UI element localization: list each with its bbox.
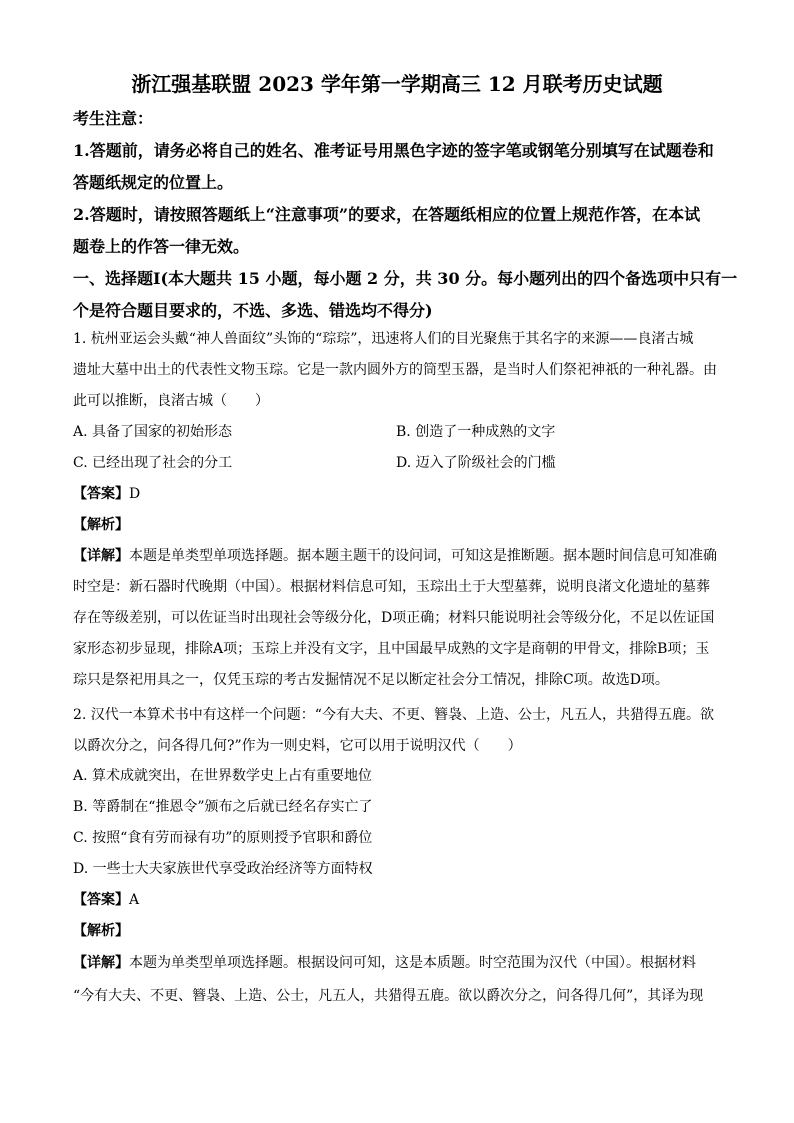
q1-detail-line-3: 存在等级差别，可以佐证当时出现社会等级分化，D项正确；材料只能说明社会等级分化，不足以佐证国 bbox=[73, 610, 715, 626]
notice-item-1-line-2: 答题纸规定的位置上。 bbox=[73, 173, 234, 192]
q1-option-c: C. 已经出现了社会的分工 bbox=[73, 455, 233, 471]
q1-detail-text-1: 本题是单类型单项选择题。据本题主题干的设问词，可知这是推断题。据本题时间信息可知准确 bbox=[129, 548, 717, 564]
q2-answer-label: 【答案】 bbox=[73, 892, 129, 908]
q1-detail-line-1 bbox=[73, 545, 717, 565]
q2-detail-text-1: 本题为单类型单项选择题。根据设问可知，这是本质题。时空范围为汉代（中国）。根据材料 bbox=[129, 955, 696, 971]
q2-answer bbox=[73, 889, 139, 909]
q1-answer bbox=[73, 483, 140, 503]
notice-item-1-line-1: 1.答题前，请务必将自己的姓名、准考证号用黑色字迹的签字笔或钢笔分别填写在试题卷和 bbox=[73, 141, 714, 160]
q2-detail-line-2: “今有大夫、不更、簪袅、上造、公士，凡五人，共猎得五鹿。欲以爵次分之，问各得几何”，其译为现 bbox=[73, 988, 704, 1004]
q2-stem-line-1: 2. 汉代一本算术书中有这样一个问题：“今有大夫、不更、簪袅、上造、公士，凡五人，共猎得五鹿。欲 bbox=[73, 707, 714, 723]
page-title: 浙江强基联盟 2023 学年第一学期高三 12 月联考历史试题 bbox=[131, 72, 663, 96]
q2-option-d: D. 一些士大夫家族世代享受政治经济等方面特权 bbox=[73, 861, 373, 877]
notice-item-2-line-2: 题卷上的作答一律无效。 bbox=[73, 237, 250, 256]
q2-detail-label: 【详解】 bbox=[73, 955, 129, 971]
q1-detail-line-2: 时空是：新石器时代晚期（中国）。根据材料信息可知，玉琮出土于大型墓葬，说明良渚文化遗址的墓葬 bbox=[73, 579, 710, 595]
q2-analysis-label: 【解析】 bbox=[73, 923, 129, 939]
q2-option-b: B. 等爵制在“推恩令”颁布之后就已经名存实亡了 bbox=[73, 799, 373, 815]
q1-option-b: B. 创造了一种成熟的文字 bbox=[396, 424, 556, 440]
q2-answer-value: A bbox=[129, 892, 140, 908]
q1-answer-value: D bbox=[129, 486, 141, 502]
notice-heading: 考生注意： bbox=[73, 109, 154, 128]
q1-stem-line-2: 遗址大墓中出土的代表性文物玉琮。它是一款内圆外方的筒型玉器，是当时人们祭祀神祇的一种礼器。由 bbox=[73, 362, 717, 378]
section-heading-line-2: 个是符合题目要求的，不选、多选、错选均不得分) bbox=[73, 301, 433, 320]
q1-detail-line-5: 琮只是祭祀用具之一，仅凭玉琮的考古发掘情况不足以断定社会分工情况，排除C项。故选D项。 bbox=[73, 672, 669, 688]
q1-stem-line-3: 此可以推断，良渚古城（ ） bbox=[73, 393, 269, 409]
q2-stem-line-2: 以爵次分之，问各得几何?”作为一则史料，它可以用于说明汉代（ ） bbox=[73, 738, 522, 754]
q2-detail-line-1 bbox=[73, 952, 696, 972]
q1-detail-line-4: 家形态初步显现，排除A项；玉琮上并没有文字，且中国最早成熟的文字是商朝的甲骨文，排除B项；玉 bbox=[73, 641, 710, 657]
section-heading-line-1: 一、选择题Ⅰ(本大题共 15 小题，每小题 2 分，共 30 分。每小题列出的四个备选项中只有一 bbox=[73, 269, 738, 288]
q1-option-d: D. 迈入了阶级社会的门槛 bbox=[396, 455, 556, 471]
q1-option-a: A. 具备了国家的初始形态 bbox=[73, 424, 233, 440]
q1-stem-line-1: 1. 杭州亚运会头戴“神人兽面纹”头饰的“琮琮”，迅速将人们的目光聚焦于其名字的来源——良渚古城 bbox=[73, 331, 694, 347]
notice-item-2-line-1: 2.答题时，请按照答题纸上“注意事项”的要求，在答题纸相应的位置上规范作答，在本试 bbox=[73, 205, 701, 224]
q1-analysis-label: 【解析】 bbox=[73, 517, 129, 533]
q1-answer-label: 【答案】 bbox=[73, 486, 129, 502]
q2-option-c: C. 按照“食有劳而禄有功”的原则授予官职和爵位 bbox=[73, 830, 373, 846]
q1-detail-label: 【详解】 bbox=[73, 548, 129, 564]
q2-option-a: A. 算术成就突出，在世界数学史上占有重要地位 bbox=[73, 768, 373, 784]
